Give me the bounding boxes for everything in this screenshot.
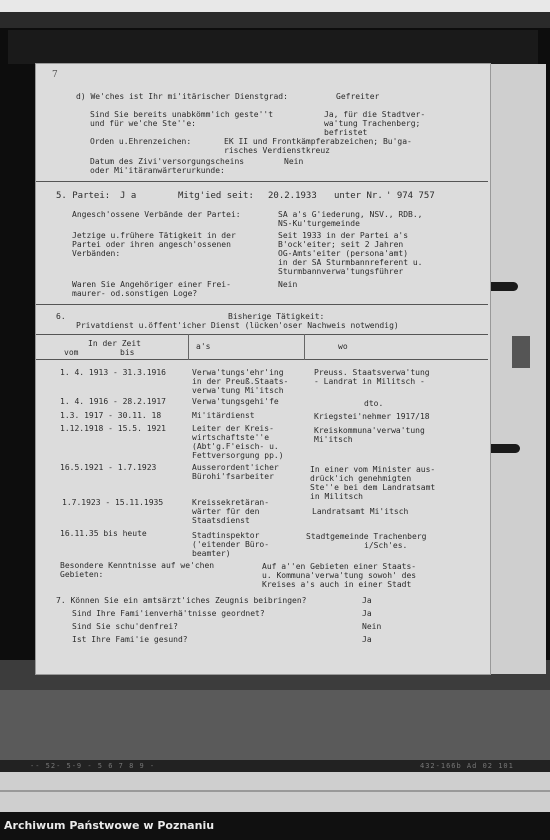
q-health-cert: 7. Können Sie ein amtsärzt'iches Zeugnis beibringen?: [56, 596, 307, 605]
a-debt: Nein: [362, 622, 382, 631]
a-lodge: Nein: [278, 280, 298, 289]
row-where: - Landrat in Militsch -: [314, 377, 425, 386]
row-as: Ausserordent'icher: [192, 463, 279, 472]
q-special-1: Besondere Kenntnisse auf we'chen: [60, 561, 215, 570]
scanner-tray-light: [0, 690, 550, 760]
a-rank: Gefreiter: [336, 92, 380, 101]
row-as: verwa'tung Mi'itsch: [192, 386, 284, 395]
a-orders-2: risches Verdienstkreuz: [224, 146, 330, 155]
scan-shadow: [8, 30, 538, 64]
row-where: In einer vom Minister aus-: [310, 465, 436, 474]
col-from: vom: [64, 348, 79, 357]
row-period: 16.5.1921 - 1.7.1923: [60, 463, 157, 472]
col-to: bis: [120, 348, 135, 357]
q-indisp-2: und für we'che Ste''e:: [90, 119, 196, 128]
a-family: Ja: [362, 609, 372, 618]
label-nr: unter Nr.: [334, 191, 383, 201]
q-act-2: Partei oder ihren angesch'ossenen: [72, 240, 231, 249]
row-where: i/Sch'es.: [364, 541, 408, 550]
a-orders-1: EK II und Frontkämpferabzeichen; Bu'ga-: [224, 137, 412, 146]
label-member: Mitg'ied seit:: [178, 191, 254, 201]
row-where: drück'ich genehmigten: [310, 474, 412, 483]
row-where: Mi'itsch: [314, 435, 353, 444]
section-6-num: 6.: [56, 312, 66, 321]
page-mark: 7: [52, 70, 58, 80]
section-6-subtitle: Privatdienst u.öffent'icher Dienst (lücken'oser Nachweis notwendig): [76, 321, 399, 330]
row-period: 1.12.1918 - 15.5. 1921: [60, 424, 166, 433]
q-civil-2: oder Mi'itäranwärterurkunde:: [90, 166, 225, 175]
q-civil-1: Datum des Zivi'versorgungscheins: [90, 157, 245, 166]
section-6-title: Bisherige Tätigkeit:: [228, 312, 325, 321]
a-affil-1: SA a's G'iederung, NSV., RDB.,: [278, 210, 423, 219]
row-period: 16.11.35 bis heute: [60, 529, 147, 538]
col-divider-1: [188, 334, 189, 360]
q-orders: Orden u.Ehrenzeichen:: [90, 137, 192, 146]
row-as: Mi'itärdienst: [192, 411, 255, 420]
q-lodge-1: Waren Sie Angehöriger einer Frei-: [72, 280, 231, 289]
q-debt: Sind Sie schu'denfrei?: [72, 622, 178, 631]
row-period: 1. 4. 1913 - 31.3.1916: [60, 368, 166, 377]
row-as: (Abt'g.F'eisch- u.: [192, 442, 279, 451]
a-indisp-1: Ja, für die Stadtver-: [324, 110, 426, 119]
row-as: wirtschaftste''e: [192, 433, 270, 442]
folder-tab: [512, 336, 530, 368]
q-family-health: Ist Ihre Fami'ie gesund?: [72, 635, 188, 644]
a-special-2: u. Kommuna'verwa'tung sowoh' des: [262, 571, 417, 580]
film-code-left: -- 52- 5-9 - 5 6 7 8 9 -: [30, 762, 156, 770]
col-where: wo: [338, 342, 348, 351]
row-as: Kreissekretäran-: [192, 498, 270, 507]
q-family: Sind Ihre Fami'ienverhä'tnisse geordnet?: [72, 609, 265, 618]
film-code-right: 432-166b Ad 02 101: [420, 762, 514, 770]
row-as: ('eitender Büro-: [192, 540, 270, 549]
row-where: Kreiskommuna'verwa'tung: [314, 426, 425, 435]
label-party: 5. Partei:: [56, 191, 111, 201]
row-as: in der Preuß.Staats-: [192, 377, 289, 386]
a-nr: ' 974 757: [386, 191, 435, 201]
col-as: a's: [196, 342, 211, 351]
a-affil-2: NS-Ku'turgemeinde: [278, 219, 360, 228]
row-where: Kriegstei'nehmer 1917/18: [314, 412, 430, 421]
film-code-strip: [0, 760, 550, 772]
row-as: Stadtinspektor: [192, 531, 260, 540]
divider-section-5: [36, 181, 488, 182]
table-top-rule: [36, 334, 488, 335]
q-act-1: Jetzige u.frühere Tätigkeit in der: [72, 231, 236, 240]
a-health-cert: Ja: [362, 596, 372, 605]
row-where: Landratsamt Mi'itsch: [312, 507, 409, 516]
row-where: in Militsch: [310, 492, 363, 501]
q-indisp-1: Sind Sie bereits unabkömm'ich geste''t: [90, 110, 274, 119]
col-divider-2: [304, 334, 305, 360]
row-period: 1. 4. 1916 - 28.2.1917: [60, 397, 166, 406]
row-period: 1.7.1923 - 15.11.1935: [62, 498, 164, 507]
a-party: J a: [120, 191, 137, 201]
a-act-3: OG-Amts'eiter (persona'amt): [278, 249, 409, 258]
folder-flap: [488, 64, 546, 674]
q-special-2: Gebieten:: [60, 570, 104, 579]
row-as: Bürohi'fsarbeiter: [192, 472, 274, 481]
row-as: Fettversorgung pp.): [192, 451, 284, 460]
row-where: Stadtgemeinde Trachenberg: [306, 532, 427, 541]
a-act-1: Seit 1933 in der Partei a's: [278, 231, 409, 240]
a-special-3: Kreises a's auch in einer Stadt: [262, 580, 412, 589]
a-member: 20.2.1933: [268, 191, 317, 201]
a-indisp-3: befristet: [324, 128, 368, 137]
a-civil: Nein: [284, 157, 304, 166]
a-family-health: Ja: [362, 635, 372, 644]
q-affil: Angesch'ossene Verbände der Partei:: [72, 210, 241, 219]
row-where: Ste''e bei dem Landratsamt: [310, 483, 436, 492]
a-special-1: Auf a''en Gebieten einer Staats-: [262, 562, 417, 571]
row-as: Verwa'tungsgehi'fe: [192, 397, 279, 406]
row-where: Preuss. Staatsverwa'tung: [314, 368, 430, 377]
a-act-4: in der SA Sturmbannreferent u.: [278, 258, 423, 267]
row-as: wärter für den: [192, 507, 260, 516]
a-act-5: Sturmbannverwa'tungsführer: [278, 267, 404, 276]
divider-section-6: [36, 304, 488, 305]
q-lodge-2: maurer- od.sonstigen Loge?: [72, 289, 198, 298]
row-period: 1.3. 1917 - 30.11. 18: [60, 411, 162, 420]
row-as: Staatsdienst: [192, 516, 250, 525]
row-where: dto.: [364, 399, 384, 408]
q-act-3: Verbänden:: [72, 249, 121, 258]
a-act-2: B'ock'eiter; seit 2 Jahren: [278, 240, 404, 249]
film-top-border: [0, 12, 550, 28]
film-bottom-edge: [0, 772, 550, 812]
row-as: beamter): [192, 549, 231, 558]
col-time: In der Zeit: [88, 339, 141, 348]
row-as: Verwa'tungs'ehr'ing: [192, 368, 284, 377]
film-top-edge: [0, 0, 550, 12]
archive-credit: Archiwum Państwowe w Poznaniu: [0, 812, 550, 840]
row-as: Leiter der Kreis-: [192, 424, 274, 433]
a-indisp-2: wa'tung Trachenberg;: [324, 119, 421, 128]
table-header-rule: [36, 359, 488, 360]
q-rank: d) We'ches ist Ihr mi'itärischer Dienstgrad:: [76, 92, 288, 101]
